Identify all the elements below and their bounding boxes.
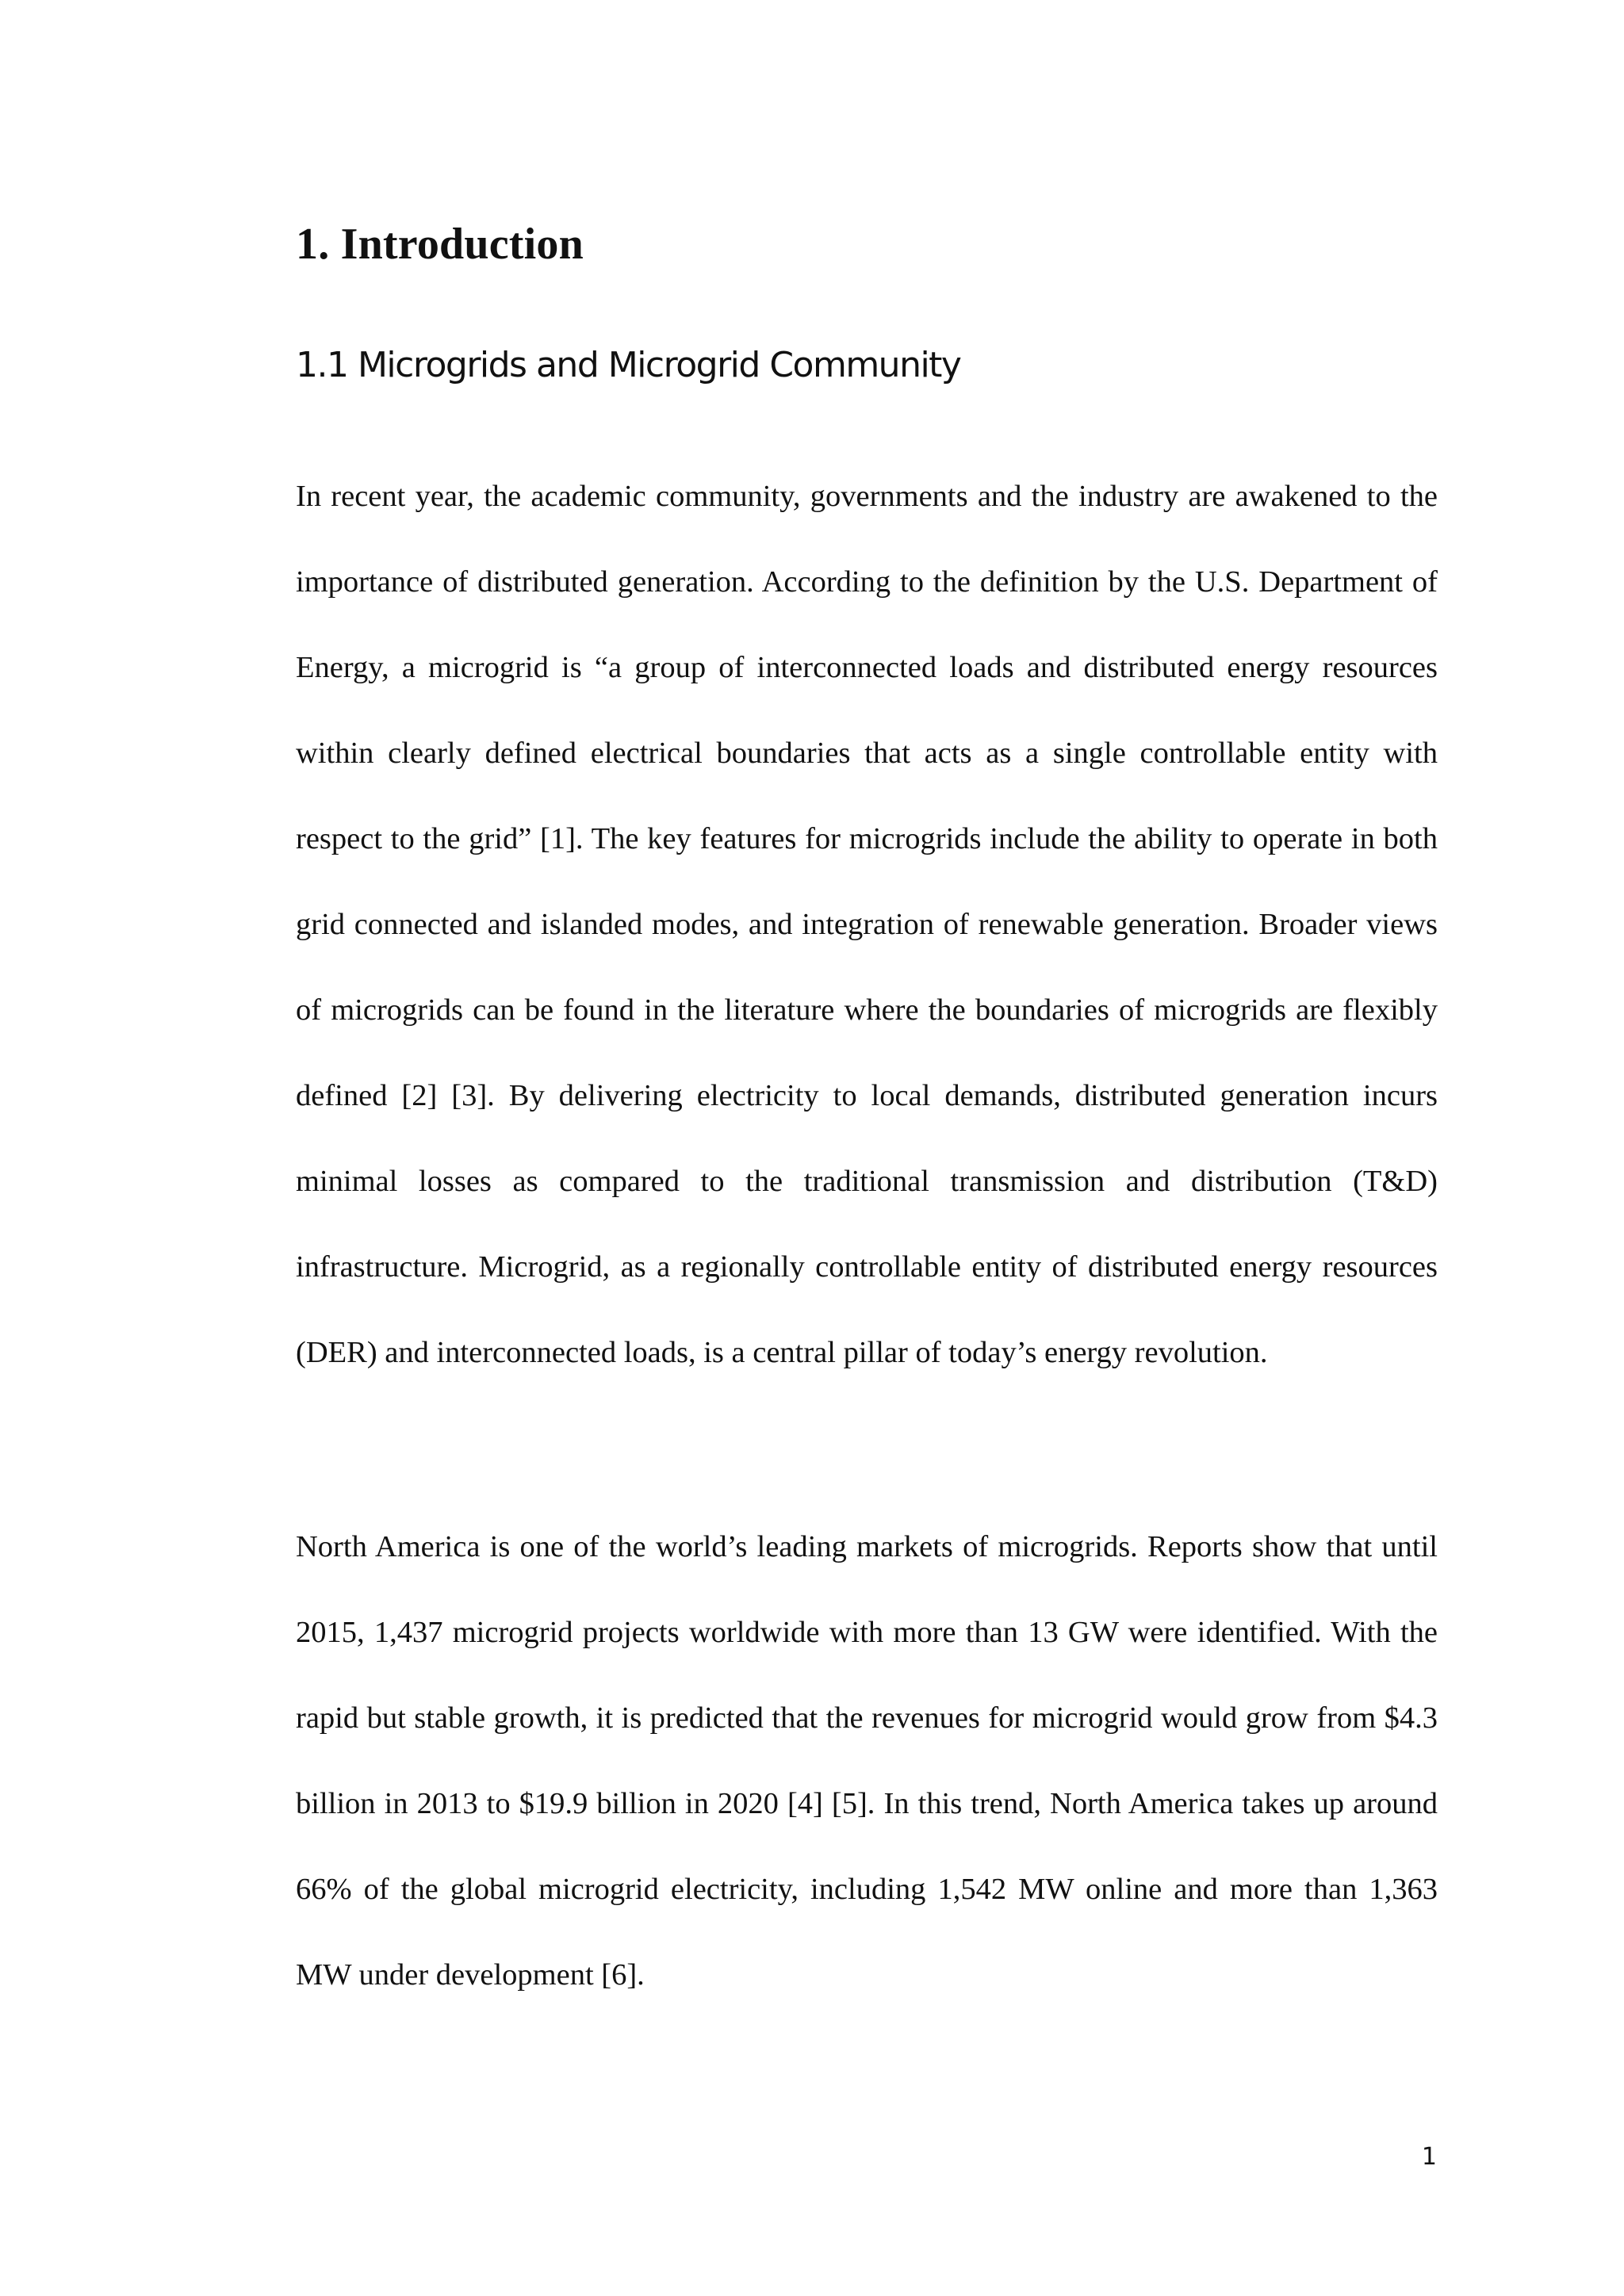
section-title: 1.1 Microgrids and Microgrid Community (296, 345, 961, 385)
body-paragraph: North America is one of the world’s leading markets of microgrids. Reports show that until 2015, 1,437 microgrid projects worldwide with more than 13 GW were identified. With the rapid but stable growth, it is predicted that the revenues for microgrid would grow from $4.3 billion in 2013 to $19.9 billion in 2020 [4] [5]. In this trend, North America takes up around 66% of the global microgrid electricity, including 1,542 MW online and more than 1,363 MW under development [6]. (296, 1530, 1438, 1992)
chapter-title: 1. Introduction (296, 220, 584, 269)
body-paragraph: In recent year, the academic community, governments and the industry are awakened to the importance of distributed generation. According to the definition by the U.S. Department of Energy, a microgrid is “a group of interconnected loads and distributed energy resources within clearly defined electrical boundaries that acts as a single controllable entity with respect to the grid” [1]. The key features for microgrids include the ability to operate in both grid connected and islanded modes, and integration of renewable generation. Broader views of microgrids can be found in the literature where the boundaries of microgrids are flexibly defined [2] [3]. By delivering electricity to local demands, distributed generation incurs minimal losses as compared to the traditional transmission and distribution (T&D) infrastructure. Microgrid, as a regionally controllable entity of distributed energy resources (DER) and interconnected loads, is a central pillar of today’s energy revolution. (296, 480, 1438, 1369)
page-number: 1 (1421, 2143, 1437, 2171)
